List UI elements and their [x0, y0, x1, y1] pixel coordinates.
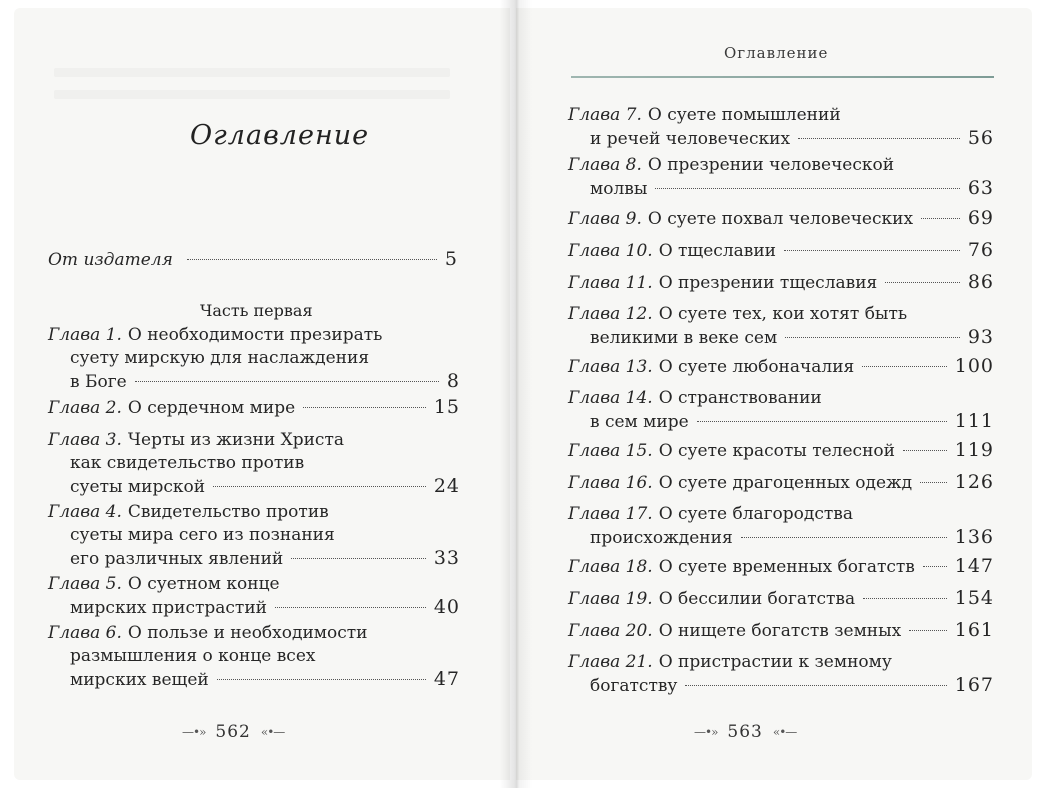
dot-leader: [920, 482, 947, 483]
chapter-title-text: суету мирскую для наслаждения: [70, 348, 370, 368]
toc-entry-line: [48, 501, 460, 524]
chapter-title-text: и речей человеческих: [590, 129, 791, 149]
dot-leader: [741, 537, 947, 538]
chapter-title-text: его различных явлений: [70, 549, 284, 569]
dot-leader: [885, 282, 960, 283]
chapter-title-text: О суете временных богатств: [658, 557, 915, 577]
chapter-title-text: в сем мире: [590, 412, 689, 432]
toc-entry[interactable]: [48, 622, 460, 692]
page-number: 86: [967, 271, 994, 293]
chapter-label: Глава 19.: [568, 589, 653, 609]
page-number: 154: [954, 587, 994, 609]
toc-entry-line: [48, 573, 460, 596]
running-head: Оглавление: [724, 44, 829, 62]
chapter-title-text: О презрении человеческой: [647, 155, 895, 175]
chapter-title-text: О суете любоначалия: [658, 357, 855, 377]
chapter-label: Глава 4.: [48, 502, 122, 522]
toc-entry[interactable]: [568, 355, 994, 379]
page-number: 167: [954, 674, 994, 696]
chapter-title-text: суеты мира сего из познания: [70, 525, 335, 545]
head-rule: [571, 76, 994, 78]
toc-entry-line: [568, 154, 994, 177]
chapter-title-text: Свидетельство против: [127, 502, 329, 522]
toc-entry-line: [48, 475, 460, 499]
chapter-title-text: О странствовании: [658, 388, 822, 408]
chapter-title-text: как свидетельство против: [70, 453, 305, 473]
toc-title: Оглавление: [190, 120, 370, 151]
toc-entry-line: [48, 396, 460, 420]
chapter-title-text: суеты мирской: [70, 477, 206, 497]
page-number: 8: [446, 370, 460, 392]
chapter-title-text: в Боге: [70, 372, 127, 392]
chapter-title-text: О нищете богатств земных: [658, 621, 902, 641]
dot-leader: [863, 598, 947, 599]
dot-leader: [784, 250, 960, 251]
dot-leader: [275, 607, 426, 608]
dot-leader: [798, 138, 960, 139]
toc-entry-line: [48, 622, 460, 645]
page-number: 147: [954, 555, 994, 577]
toc-entry-line: [568, 326, 994, 350]
toc-entry-line: [568, 674, 994, 698]
toc-entry[interactable]: [568, 154, 994, 201]
chapter-title-text: великими в веке сем: [590, 328, 778, 348]
toc-entry-line: [48, 370, 460, 394]
toc-entry-line: [568, 526, 994, 550]
toc-entry-line: [568, 503, 994, 526]
toc-entry-line: [568, 587, 994, 611]
toc-entry-line: [48, 547, 460, 571]
chapter-label: Глава 1.: [48, 325, 122, 345]
toc-entry[interactable]: [568, 387, 994, 434]
toc-entry-line: [568, 555, 994, 579]
dot-leader: [291, 558, 426, 559]
dot-leader: [213, 486, 426, 487]
toc-entry-line: [568, 410, 994, 434]
page-number: 161: [954, 619, 994, 641]
chapter-label: Глава 12.: [568, 304, 653, 324]
chapter-title-text: О пристрастии к земному: [658, 652, 892, 672]
chapter-label: Глава 20.: [568, 621, 653, 641]
dot-leader: [303, 407, 426, 408]
chapter-title-text: О суете драгоценных одежд: [658, 473, 913, 493]
toc-entry[interactable]: [568, 439, 994, 463]
chapter-title-text: размышления о конце всех: [70, 646, 316, 666]
page-number: 119: [954, 439, 994, 461]
toc-entry[interactable]: [48, 573, 460, 620]
chapter-label: Глава 6.: [48, 623, 122, 643]
toc-entry-line: [48, 429, 460, 452]
page-number: 63: [967, 177, 994, 199]
chapter-title-text: О суете тех, кои хотят быть: [658, 304, 908, 324]
toc-entry-line: [568, 207, 994, 231]
folio-number: 562: [215, 722, 251, 742]
chapter-title-text: молвы: [590, 179, 648, 199]
chapter-title-text: О бессилии богатства: [658, 589, 856, 609]
page-number: 76: [967, 239, 994, 261]
chapter-label: Глава 13.: [568, 357, 653, 377]
dot-leader: [909, 630, 946, 631]
dot-leader: [903, 450, 947, 451]
chapter-title-text: О пользе и необходимости: [127, 623, 368, 643]
chapter-label: Глава 17.: [568, 504, 653, 524]
page-number: 126: [954, 471, 994, 493]
dot-leader: [685, 685, 946, 686]
toc-entry[interactable]: [568, 587, 994, 611]
chapter-title-text: богатству: [590, 676, 678, 696]
toc-entry-line: [568, 239, 994, 263]
chapter-label: Глава 7.: [568, 105, 642, 125]
show-through-line: [54, 90, 450, 99]
page-number: 15: [433, 396, 460, 418]
toc-entry[interactable]: [48, 324, 460, 394]
toc-entry[interactable]: [568, 503, 994, 550]
publisher-entry[interactable]: [48, 248, 458, 272]
toc-entry-line: [568, 387, 994, 410]
ornament-left: —•»: [182, 725, 206, 739]
ornament-right: «•—: [260, 725, 285, 739]
chapter-label: Глава 3.: [48, 430, 122, 450]
publisher-entry-label: От издателя: [48, 250, 173, 270]
chapter-label: Глава 10.: [568, 241, 653, 261]
chapter-title-text: происхождения: [590, 528, 733, 548]
toc-entry-line: [48, 452, 460, 475]
page-number: 33: [433, 547, 460, 569]
chapter-label: Глава 21.: [568, 652, 653, 672]
chapter-label: Глава 16.: [568, 473, 653, 493]
page-number: 111: [954, 410, 994, 432]
toc-entry[interactable]: [568, 239, 994, 263]
toc-entry-line: [568, 177, 994, 201]
page-number: 93: [967, 326, 994, 348]
chapter-title-text: мирских пристрастий: [70, 598, 267, 618]
page-folio: [694, 722, 796, 742]
chapter-label: Глава 9.: [568, 209, 642, 229]
page-number: 24: [433, 475, 460, 497]
ornament-right: «•—: [772, 725, 797, 739]
toc-entry[interactable]: [568, 619, 994, 643]
page-number: 100: [954, 355, 994, 377]
book-gutter: [500, 0, 532, 788]
page-number: 69: [967, 207, 994, 229]
toc-entry[interactable]: [48, 429, 460, 499]
chapter-label: Глава 18.: [568, 557, 653, 577]
toc-entry[interactable]: [48, 501, 460, 571]
dot-leader: [655, 188, 959, 189]
chapter-label: Глава 5.: [48, 574, 122, 594]
chapter-label: Глава 2.: [48, 398, 122, 418]
chapter-title-text: О тщеславии: [658, 241, 776, 261]
ornament-left: —•»: [694, 725, 718, 739]
chapter-label: Глава 14.: [568, 388, 653, 408]
toc-entry-line: [48, 347, 460, 370]
folio-number: 563: [727, 722, 763, 742]
chapter-label: Глава 8.: [568, 155, 642, 175]
chapter-title-text: О суете помышлений: [647, 105, 841, 125]
toc-entry[interactable]: [568, 207, 994, 231]
left-page: [14, 8, 510, 780]
page-number: 47: [433, 668, 460, 690]
toc-entry[interactable]: [568, 303, 994, 350]
toc-entry-line: [568, 355, 994, 379]
chapter-title-text: О суете благородства: [658, 504, 854, 524]
page-number: 136: [954, 526, 994, 548]
page-number: 56: [967, 127, 994, 149]
dot-leader: [862, 366, 946, 367]
toc-entry-line: [568, 303, 994, 326]
right-page: [516, 8, 1032, 780]
toc-entry-line: [568, 619, 994, 643]
chapter-label: Глава 15.: [568, 441, 653, 461]
chapter-label: Глава 11.: [568, 273, 653, 293]
chapter-title-text: О необходимости презирать: [127, 325, 383, 345]
toc-entry-line: [568, 271, 994, 295]
dot-leader: [135, 381, 439, 382]
toc-entry-line: [568, 439, 994, 463]
toc-entry-line: [568, 104, 994, 127]
page-number: 40: [433, 596, 460, 618]
chapter-title-text: О сердечном мире: [127, 398, 296, 418]
toc-entry[interactable]: [568, 271, 994, 295]
toc-entry-line: [48, 596, 460, 620]
toc-entry[interactable]: [568, 555, 994, 579]
toc-entry-line: [568, 651, 994, 674]
dot-leader: [697, 421, 947, 422]
page-number: 5: [444, 248, 458, 270]
chapter-title-text: О суетном конце: [127, 574, 280, 594]
toc-entry[interactable]: [568, 471, 994, 495]
toc-entry-line: [48, 324, 460, 347]
toc-entry[interactable]: [48, 396, 460, 420]
dot-leader: [923, 566, 947, 567]
toc-entry[interactable]: [568, 104, 994, 151]
chapter-title-text: О суете похвал человеческих: [647, 209, 914, 229]
section-title: Часть первая: [200, 301, 313, 320]
chapter-title-text: мирских вещей: [70, 670, 209, 690]
dot-leader: [785, 337, 960, 338]
dot-leader: [187, 259, 437, 260]
toc-entry[interactable]: [568, 651, 994, 698]
toc-entry-line: [568, 127, 994, 151]
show-through-line: [54, 68, 450, 77]
chapter-title-text: О презрении тщеславия: [658, 273, 878, 293]
toc-entry-line: [48, 524, 460, 547]
dot-leader: [921, 218, 960, 219]
chapter-title-text: Черты из жизни Христа: [127, 430, 344, 450]
page-folio: [182, 722, 284, 742]
toc-entry-line: [48, 668, 460, 692]
dot-leader: [217, 679, 426, 680]
toc-entry-line: [568, 471, 994, 495]
chapter-title-text: О суете красоты телесной: [658, 441, 895, 461]
toc-entry-line: [48, 645, 460, 668]
